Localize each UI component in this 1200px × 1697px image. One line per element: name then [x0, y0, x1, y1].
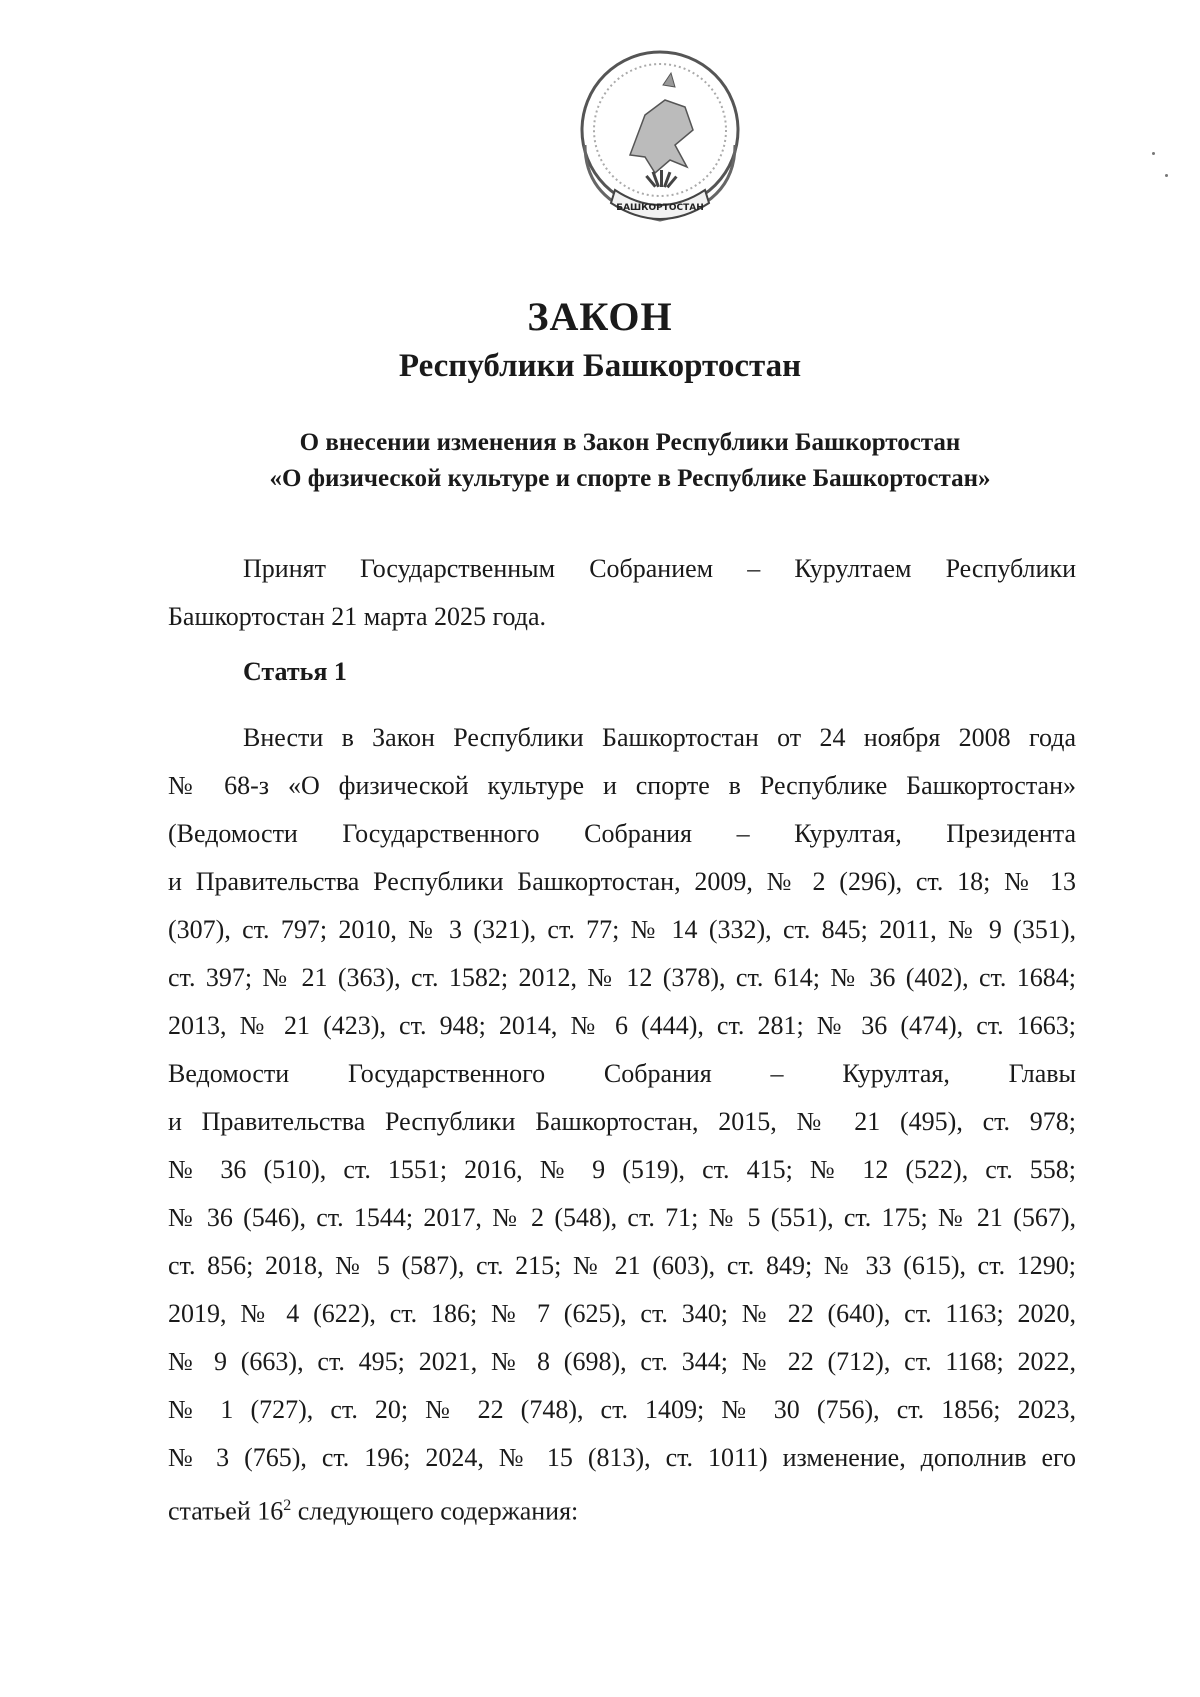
- article-line: № 68-з «О физической культуре и спорте в Республике Башкортостан»: [168, 771, 1076, 800]
- adoption-line-2: Башкортостан 21 марта 2025 года.: [168, 602, 547, 631]
- article-line: ст. 397; № 21 (363), ст. 1582; 2012, № 12 (378), ст. 614; № 36 (402), ст. 1684;: [168, 963, 1076, 992]
- article-line: Ведомости Государственного Собрания – Курултая, Главы: [168, 1059, 1076, 1088]
- coat-of-arms-emblem: [575, 45, 745, 235]
- article-line: и Правительства Республики Башкортостан, 2009, № 2 (296), ст. 18; № 13: [168, 867, 1076, 896]
- article-title: Статья 1: [243, 657, 347, 686]
- law-heading-line-2: «О физической культуре и спорте в Республике Башкортостан»: [269, 465, 991, 492]
- article-line: (307), ст. 797; 2010, № 3 (321), ст. 77; № 14 (332), ст. 845; 2011, № 9 (351),: [168, 915, 1076, 944]
- scan-speck: [1152, 152, 1155, 155]
- article-line: № 1 (727), ст. 20; № 22 (748), ст. 1409; № 30 (756), ст. 1856; 2023,: [168, 1395, 1076, 1424]
- article-number-superscript: 2: [283, 1497, 292, 1514]
- law-subtitle: Республики Башкортостан: [398, 348, 802, 384]
- article-line: № 36 (510), ст. 1551; 2016, № 9 (519), ст. 415; № 12 (522), ст. 558;: [168, 1155, 1076, 1184]
- adoption-line-1: Принят Государственным Собранием – Курултаем Республики: [243, 554, 1076, 583]
- article-last-line: [168, 1482, 1076, 1536]
- article-line: Внести в Закон Республики Башкортостан от 24 ноября 2008 года: [243, 723, 1076, 752]
- article-line: ст. 856; 2018, № 5 (587), ст. 215; № 21 (603), ст. 849; № 33 (615), ст. 1290;: [168, 1251, 1076, 1280]
- article-line: № 9 (663), ст. 495; 2021, № 8 (698), ст. 344; № 22 (712), ст. 1168; 2022,: [168, 1347, 1076, 1376]
- article-line: № 3 (765), ст. 196; 2024, № 15 (813), ст. 1011) изменение, дополнив его: [168, 1443, 1076, 1472]
- law-heading-line-1: О внесении изменения в Закон Республики Башкортостан: [299, 429, 961, 456]
- article-body: [168, 714, 1076, 1536]
- article-last-line-prefix: статьей 16: [168, 1496, 284, 1526]
- article-line: (Ведомости Государственного Собрания – Курултая, Президента: [168, 819, 1076, 848]
- emblem-ribbon-text: БАШКОРТОСТАН: [616, 203, 704, 213]
- law-title: ЗАКОН: [527, 294, 673, 339]
- article-line: 2019, № 4 (622), ст. 186; № 7 (625), ст. 340; № 22 (640), ст. 1163; 2020,: [168, 1299, 1076, 1328]
- scan-speck: [1165, 174, 1168, 177]
- article-line: 2013, № 21 (423), ст. 948; 2014, № 6 (444), ст. 281; № 36 (474), ст. 1663;: [168, 1011, 1076, 1040]
- article-last-line-suffix: следующего содержания:: [291, 1496, 579, 1526]
- adoption-paragraph: [168, 545, 1076, 641]
- article-line: и Правительства Республики Башкортостан, 2015, № 21 (495), ст. 978;: [168, 1107, 1076, 1136]
- article-line: № 36 (546), ст. 1544; 2017, № 2 (548), ст. 71; № 5 (551), ст. 175; № 21 (567),: [168, 1203, 1076, 1232]
